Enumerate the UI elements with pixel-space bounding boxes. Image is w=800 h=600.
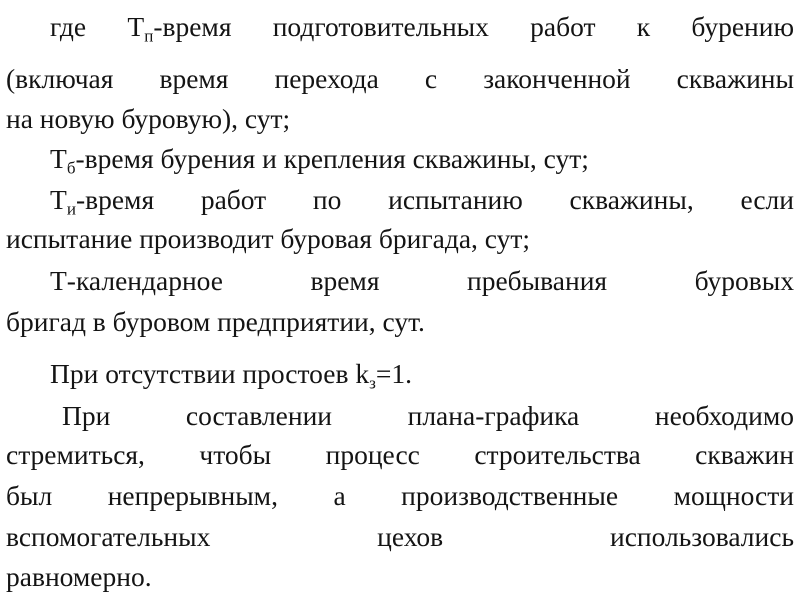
text-line: испытание производит буровая бригада, сут; xyxy=(6,223,531,254)
text-line: бригад в буровом предприятии, сут. xyxy=(6,306,425,337)
text-line-tp-definition xyxy=(50,10,794,44)
text-line: равномерно. xyxy=(6,561,152,592)
kz-value: =1. xyxy=(375,358,412,389)
subscript-i: и xyxy=(66,199,76,219)
text-line-ti-definition xyxy=(50,183,794,217)
tp-definition-text: -время подготовительных работ к бурению xyxy=(153,11,795,42)
symbol-tp: $Т_п$ xyxy=(127,11,154,46)
subscript-z: з xyxy=(369,373,376,393)
kz-text: При отсутствии простоев k xyxy=(50,358,370,389)
symbol-tb: $Т_б$ xyxy=(50,143,76,178)
text-line: (включая время перехода с законченной скважины xyxy=(6,63,794,94)
text-line: был непрерывным, а производственные мощности xyxy=(6,480,794,511)
text-line-t-definition: Т-календарное время пребывания буровых xyxy=(50,265,794,296)
ti-definition-text: -время работ по испытанию скважины, если xyxy=(75,184,794,215)
symbol-ti: $Т_и$ xyxy=(50,184,76,219)
where-word: где xyxy=(50,11,128,42)
tb-definition-text: -время бурения и крепления скважины, сут; xyxy=(75,143,589,174)
text-line: на новую буровую), сут; xyxy=(6,103,291,134)
text-line: стремиться, чтобы процесс строительства скважин xyxy=(6,439,794,470)
subscript-p: п xyxy=(144,26,154,46)
text-line-tb-definition xyxy=(50,142,794,176)
text-line-plan: При составлении плана-графика необходимо xyxy=(62,400,794,431)
text-line: вспомогательных цехов использовались xyxy=(6,521,794,552)
subscript-b: б xyxy=(66,158,76,178)
text-line-kz xyxy=(50,357,794,391)
